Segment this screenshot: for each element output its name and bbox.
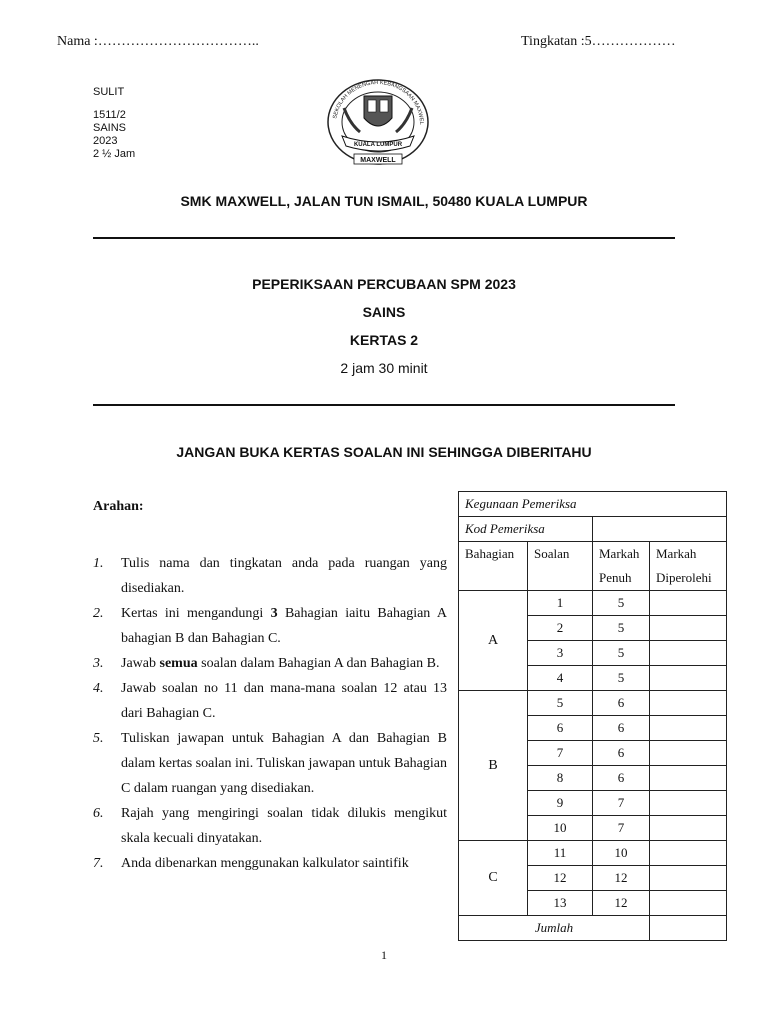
question-number: 12 (528, 866, 593, 891)
obtained-marks-cell[interactable] (650, 616, 727, 641)
question-number: 2 (528, 616, 593, 641)
paper-subject: SAINS (93, 122, 127, 134)
obtained-marks-cell[interactable] (650, 866, 727, 891)
obtained-marks-cell[interactable] (650, 816, 727, 841)
examiner-code-label: Kod Pemeriksa (459, 517, 593, 542)
obtained-marks-cell[interactable] (650, 666, 727, 691)
section-label: C (459, 841, 528, 916)
full-marks-value: 5 (593, 616, 650, 641)
full-marks-value: 6 (593, 691, 650, 716)
exam-paper: KERTAS 2 (349, 332, 419, 348)
question-number: 6 (528, 716, 593, 741)
header-section: Bahagian (459, 542, 528, 591)
question-number: 4 (528, 666, 593, 691)
question-number: 10 (528, 816, 593, 841)
full-marks-value: 7 (593, 791, 650, 816)
list-item: 4. Jawab soalan no 11 dan mana-mana soalan 12 atau 13 dari Bahagian C. (93, 681, 447, 721)
question-number: 3 (528, 641, 593, 666)
exam-warning: JANGAN BUKA KERTAS SOALAN INI SEHINGGA DIBERITAHU (176, 444, 592, 460)
full-marks-value: 5 (593, 641, 650, 666)
table-title: Kegunaan Pemeriksa (459, 492, 727, 517)
logo-top-text: SEKOLAH MENENGAH KEBANGSAAN MAXWEL (332, 79, 425, 125)
full-marks-value: 10 (593, 841, 650, 866)
form-field-line: Tingkatan :5……………… (521, 34, 676, 49)
header-full-marks: Markah Penuh (593, 542, 650, 591)
section-label: A (459, 591, 528, 691)
exam-subject: SAINS (362, 304, 406, 320)
paper-year: 2023 (93, 135, 118, 147)
full-marks-value: 5 (593, 666, 650, 691)
exam-duration: 2 jam 30 minit (340, 360, 428, 376)
full-marks-value: 12 (593, 891, 650, 916)
name-field-line: Nama :…………………………….. (57, 34, 259, 49)
question-number: 11 (528, 841, 593, 866)
full-marks-value: 6 (593, 766, 650, 791)
obtained-marks-cell[interactable] (650, 766, 727, 791)
obtained-marks-cell[interactable] (650, 691, 727, 716)
list-item: 6. Rajah yang mengiringi soalan tidak dilukis mengikut skala kecuali dinyatakan. (93, 806, 447, 846)
section-label: B (459, 691, 528, 841)
instructions-heading: Arahan: (93, 499, 144, 514)
school-crest-logo (320, 74, 436, 166)
examiner-marks-table (458, 491, 727, 941)
obtained-marks-cell[interactable] (650, 716, 727, 741)
table-row (459, 591, 727, 616)
paper-code-block (93, 86, 135, 161)
list-item: 7. Anda dibenarkan menggunakan kalkulator saintifik (93, 856, 409, 871)
question-number: 9 (528, 791, 593, 816)
header-obtained-marks: Markah Diperolehi (650, 542, 727, 591)
full-marks-value: 12 (593, 866, 650, 891)
divider-rule (93, 404, 675, 406)
logo-ribbon-text: KUALA LUMPUR (353, 142, 403, 148)
school-name-heading: SMK MAXWELL, JALAN TUN ISMAIL, 50480 KUALA LUMPUR (180, 193, 588, 209)
page-number: 1 (381, 948, 387, 962)
full-marks-value: 6 (593, 716, 650, 741)
table-row (459, 691, 727, 716)
obtained-marks-cell[interactable] (650, 741, 727, 766)
table-body (459, 591, 727, 916)
paper-code: 1511/2 (93, 109, 126, 121)
list-item: 1. Tulis nama dan tingkatan anda pada ruangan yang disediakan. (93, 556, 447, 596)
divider-rule (93, 237, 675, 239)
list-item: 5. Tuliskan jawapan untuk Bahagian A dan Bahagian B dalam kertas soalan ini. Tuliskan jawapan untuk Bahagian C dalam ruangan yang disediakan. (93, 731, 447, 796)
list-item: 2. Kertas ini mengandungi 3 Bahagian iaitu Bahagian A bahagian B dan Bahagian C. (93, 606, 447, 646)
paper-duration: 2 ½ Jam (93, 148, 136, 160)
classification-label: SULIT (93, 86, 125, 98)
full-marks-value: 7 (593, 816, 650, 841)
header-question: Soalan (528, 542, 593, 591)
obtained-marks-cell[interactable] (650, 591, 727, 616)
question-number: 13 (528, 891, 593, 916)
obtained-marks-cell[interactable] (650, 841, 727, 866)
exam-title: PEPERIKSAAN PERCUBAAN SPM 2023 (252, 276, 516, 292)
question-number: 5 (528, 691, 593, 716)
question-number: 8 (528, 766, 593, 791)
total-label: Jumlah (459, 916, 650, 941)
obtained-marks-cell[interactable] (650, 791, 727, 816)
instructions-list (93, 551, 447, 876)
logo-bottom-text: MAXWELL (360, 157, 396, 164)
total-marks-cell[interactable] (650, 916, 727, 941)
question-number: 7 (528, 741, 593, 766)
table-row (459, 841, 727, 866)
examiner-code-field[interactable] (593, 517, 727, 542)
obtained-marks-cell[interactable] (650, 641, 727, 666)
obtained-marks-cell[interactable] (650, 891, 727, 916)
full-marks-value: 6 (593, 741, 650, 766)
list-item: 3. Jawab semua soalan dalam Bahagian A dan Bahagian B. (93, 656, 440, 671)
full-marks-value: 5 (593, 591, 650, 616)
question-number: 1 (528, 591, 593, 616)
